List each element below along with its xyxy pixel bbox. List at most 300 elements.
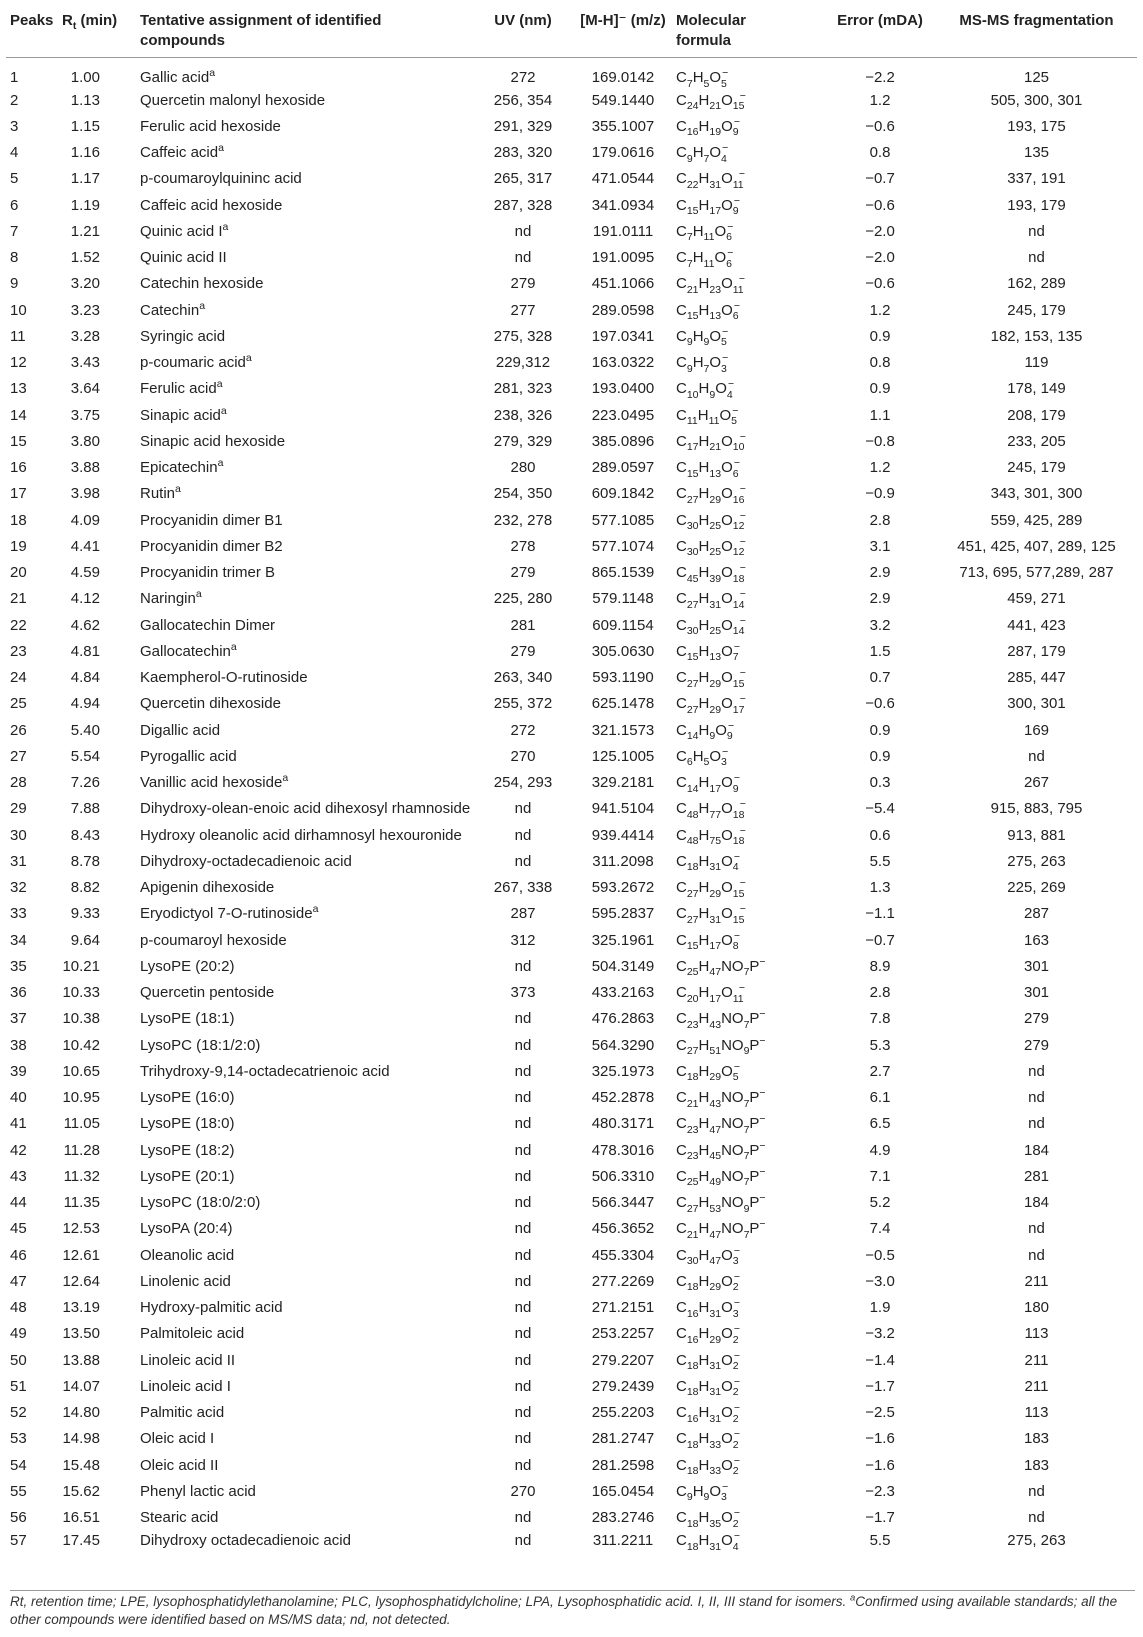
cell-fragmentation: 211 — [1024, 1351, 1049, 1369]
cell-rt: 14.98 — [62, 1430, 100, 1448]
cell-error: −0.6 — [865, 196, 895, 214]
cell-compound — [136, 1400, 472, 1426]
cell-mz: 433.2163 — [591, 984, 655, 1002]
cell-peak: 32 — [10, 879, 27, 897]
cell-compound — [136, 192, 472, 218]
table-row — [6, 533, 1137, 559]
header-formula-line2: formula — [676, 32, 732, 49]
table-row — [6, 1373, 1137, 1399]
cell-fragmentation: nd — [1028, 1115, 1045, 1133]
cell-rt: 12.61 — [62, 1246, 100, 1264]
cell-compound — [136, 297, 472, 323]
cell-peak: 49 — [10, 1325, 27, 1343]
cell-formula — [672, 1111, 824, 1137]
cell-formula — [672, 848, 824, 874]
compound-name: Palmitic acid — [140, 1404, 225, 1422]
compounds-table-container — [6, 8, 1137, 1557]
cell-fragmentation: 225, 269 — [1007, 879, 1066, 897]
molecular-formula: $C_{48}H_{75}O_{18}^-$ — [676, 824, 746, 848]
cell-uv: 275, 328 — [493, 327, 553, 345]
cell-formula — [672, 428, 824, 454]
table-row — [6, 638, 1137, 664]
cell-fragmentation: 279 — [1023, 1036, 1050, 1054]
cell-fragmentation: nd — [1028, 1062, 1045, 1080]
molecular-formula: $C_{21}H_{23}O_{11}^-$ — [676, 273, 746, 296]
table-row — [6, 691, 1137, 717]
molecular-formula: $C_{18}H_{33}O_2^-$ — [676, 1454, 740, 1478]
cell-compound — [136, 953, 472, 979]
cell-peak: 13 — [10, 380, 27, 398]
molecular-formula: $C_{25}H_{47}NO_7P^-$ — [676, 955, 766, 979]
compound-name: Gallocatechin Dimer — [140, 616, 276, 634]
table-row — [6, 1032, 1137, 1058]
compound-name: Quercetin malonyl hexoside — [140, 91, 326, 109]
cell-compound — [136, 350, 472, 376]
compound-name: Vanillic acid hexoside — [140, 774, 283, 792]
cell-fragmentation: 505, 300, 301 — [990, 91, 1083, 109]
molecular-formula: $C_{18}H_{29}O_5^-$ — [676, 1060, 740, 1084]
compound-name: Epicatechin — [140, 459, 218, 477]
header-rt-sub: t — [72, 20, 77, 32]
compound-name: Quinic acid II — [140, 249, 227, 267]
cell-compound — [136, 58, 472, 88]
table-row — [6, 192, 1137, 218]
cell-uv: 281, 323 — [493, 380, 553, 398]
cell-rt: 13.19 — [62, 1299, 100, 1317]
cell-uv: nd — [514, 1089, 532, 1107]
cell-formula — [672, 953, 824, 979]
cell-compound — [136, 1111, 472, 1137]
cell-fragmentation: 180 — [1023, 1299, 1050, 1317]
cell-compound — [136, 166, 472, 192]
cell-rt: 8.82 — [70, 879, 100, 897]
table-row — [6, 376, 1137, 402]
cell-peak: 40 — [10, 1089, 27, 1107]
cell-uv: 291, 329 — [493, 117, 553, 135]
cell-compound — [136, 638, 472, 664]
cell-error: 5.5 — [869, 852, 891, 870]
cell-mz: 253.2257 — [591, 1325, 655, 1343]
standard-marker: a — [199, 299, 206, 312]
cell-rt: 10.33 — [62, 984, 100, 1002]
cell-error: −2.0 — [865, 222, 895, 240]
cell-uv: 263, 340 — [493, 669, 553, 687]
cell-formula — [672, 481, 824, 507]
cell-rt: 4.62 — [70, 616, 100, 634]
table-row — [6, 271, 1137, 297]
cell-fragmentation: 184 — [1023, 1141, 1050, 1159]
table-row — [6, 822, 1137, 848]
cell-peak: 17 — [10, 485, 27, 503]
cell-fragmentation: 113 — [1024, 1325, 1049, 1343]
cell-rt: 1.13 — [70, 91, 100, 109]
cell-mz: 625.1478 — [591, 695, 655, 713]
cell-mz: 593.1190 — [592, 669, 654, 687]
cell-uv: 238, 326 — [493, 406, 553, 424]
cell-peak: 57 — [10, 1532, 27, 1550]
cell-error: 0.8 — [869, 144, 891, 162]
cell-mz: 549.1440 — [591, 91, 655, 109]
cell-mz: 355.1007 — [591, 117, 655, 135]
table-row — [6, 1452, 1137, 1478]
cell-uv: nd — [514, 1509, 532, 1527]
cell-uv: 270 — [510, 747, 536, 765]
cell-uv: 279, 329 — [493, 432, 553, 450]
header-fragmentation: MS-MS fragmentation — [959, 12, 1114, 29]
table-row — [6, 218, 1137, 244]
cell-peak: 25 — [10, 695, 27, 713]
molecular-formula: $C_{16}H_{19}O_9^-$ — [676, 115, 740, 139]
cell-mz: 277.2269 — [591, 1272, 655, 1290]
cell-mz: 325.1973 — [591, 1062, 655, 1080]
table-row — [6, 1400, 1137, 1426]
header-formula — [672, 8, 824, 58]
cell-error: −0.7 — [865, 170, 895, 188]
compound-name: Pyrogallic acid — [140, 747, 237, 765]
cell-mz: 311.2098 — [592, 852, 654, 870]
cell-uv: 265, 317 — [493, 170, 553, 188]
cell-peak: 33 — [10, 905, 27, 923]
molecular-formula: $C_{17}H_{21}O_{10}^-$ — [676, 430, 746, 454]
cell-compound — [136, 691, 472, 717]
cell-peak: 27 — [10, 747, 27, 765]
cell-mz: 179.0616 — [591, 144, 655, 162]
cell-formula — [672, 717, 824, 743]
cell-compound — [136, 1137, 472, 1163]
table-row — [6, 1347, 1137, 1373]
cell-fragmentation: nd — [1028, 249, 1045, 267]
cell-compound — [136, 481, 472, 507]
cell-error: 0.9 — [869, 747, 891, 765]
molecular-formula: $C_{27}H_{51}NO_9P^-$ — [676, 1034, 766, 1058]
cell-peak: 26 — [10, 721, 27, 739]
molecular-formula: $C_{18}H_{35}O_2^-$ — [676, 1507, 740, 1530]
cell-rt: 1.16 — [70, 144, 100, 162]
cell-uv: nd — [514, 957, 532, 975]
cell-rt: 11.32 — [63, 1167, 100, 1185]
molecular-formula: $C_{27}H_{29}O_{17}^-$ — [676, 693, 746, 716]
cell-peak: 28 — [10, 774, 27, 792]
cell-formula — [672, 1505, 824, 1531]
footnote-text-1: Rt, retention time; LPE, lysophosphatidylethanolamine; PLC, lysophosphatidylcholine; LPA, Lysophosphatidic acid. I, II, III stand for isomers. — [10, 1594, 850, 1609]
cell-error: 0.9 — [869, 380, 891, 398]
table-row — [6, 1190, 1137, 1216]
cell-peak: 16 — [10, 459, 27, 477]
cell-compound — [136, 1452, 472, 1478]
cell-compound — [136, 1321, 472, 1347]
cell-error: 0.9 — [869, 327, 891, 345]
cell-error: 6.5 — [869, 1115, 891, 1133]
cell-formula — [672, 455, 824, 481]
cell-rt: 1.00 — [70, 69, 100, 86]
cell-fragmentation: 183 — [1023, 1456, 1050, 1474]
cell-fragmentation: 169 — [1023, 721, 1050, 739]
cell-compound — [136, 901, 472, 927]
cell-peak: 22 — [10, 616, 27, 634]
standard-marker: a — [282, 772, 289, 785]
molecular-formula: $C_{14}H_9O_9^-$ — [676, 719, 735, 743]
compound-name: Oleic acid II — [140, 1456, 219, 1474]
cell-rt: 10.21 — [62, 957, 100, 975]
molecular-formula: $C_{18}H_{33}O_2^-$ — [676, 1428, 740, 1451]
cell-compound — [136, 980, 472, 1006]
cell-formula — [672, 507, 824, 533]
cell-rt: 12.64 — [62, 1272, 100, 1290]
compound-name: Hydroxy oleanolic acid dirhamnosyl hexouronide — [140, 826, 462, 844]
cell-formula — [672, 1006, 824, 1032]
cell-error: −1.7 — [865, 1509, 895, 1527]
cell-compound — [136, 796, 472, 822]
cell-error: −1.1 — [865, 905, 895, 923]
cell-mz: 125.1005 — [591, 747, 655, 765]
header-rt-main: R — [62, 12, 73, 29]
cell-mz: 341.0934 — [591, 196, 655, 214]
cell-mz: 566.3447 — [591, 1194, 655, 1212]
table-row — [6, 1505, 1137, 1531]
compound-name: p-coumaroylquininc acid — [140, 170, 302, 188]
cell-rt: 7.26 — [70, 774, 100, 792]
molecular-formula: $C_{27}H_{29}O_{15}^-$ — [676, 877, 746, 900]
cell-rt: 7.88 — [70, 800, 100, 818]
cell-uv: nd — [514, 1430, 532, 1448]
cell-error: 7.8 — [869, 1010, 891, 1028]
cell-formula — [672, 1478, 824, 1504]
cell-uv: 281 — [510, 616, 536, 634]
cell-fragmentation: 245, 179 — [1007, 301, 1066, 319]
cell-compound — [136, 743, 472, 769]
molecular-formula: $C_{23}H_{45}NO_7P^-$ — [676, 1139, 766, 1163]
cell-uv: 280 — [510, 459, 536, 477]
cell-formula — [672, 323, 824, 349]
cell-formula — [672, 376, 824, 402]
cell-fragmentation: 441, 423 — [1007, 616, 1066, 634]
cell-mz: 579.1148 — [592, 590, 654, 608]
cell-uv: 312 — [510, 931, 536, 949]
compound-name: Linoleic acid II — [140, 1351, 236, 1369]
cell-compound — [136, 717, 472, 743]
compound-name: Gallic acid — [140, 69, 210, 86]
cell-formula — [672, 297, 824, 323]
standard-marker: a — [220, 404, 227, 417]
cell-formula — [672, 1085, 824, 1111]
cell-rt: 14.07 — [62, 1377, 100, 1395]
cell-fragmentation: 208, 179 — [1007, 406, 1066, 424]
cell-error: 5.2 — [869, 1194, 891, 1212]
cell-fragmentation: 193, 175 — [1007, 117, 1066, 135]
cell-fragmentation: nd — [1028, 1246, 1045, 1264]
compound-name: Ferulic acid — [140, 380, 217, 398]
table-row — [6, 1216, 1137, 1242]
cell-compound — [136, 1032, 472, 1058]
cell-error: 7.1 — [869, 1167, 891, 1185]
compound-name: LysoPE (16:0) — [140, 1089, 235, 1107]
cell-error: 0.7 — [869, 669, 891, 687]
cell-error: 8.9 — [869, 957, 891, 975]
cell-error: 1.2 — [869, 301, 891, 319]
cell-uv: nd — [514, 852, 532, 870]
cell-fragmentation: 135 — [1023, 144, 1050, 162]
compound-name: LysoPE (18:1) — [140, 1010, 235, 1028]
cell-formula — [672, 1452, 824, 1478]
cell-rt: 11.35 — [63, 1194, 100, 1212]
cell-uv: nd — [514, 1456, 532, 1474]
cell-formula — [672, 218, 824, 244]
molecular-formula: $C_{15}H_{13}O_6^-$ — [676, 299, 740, 323]
cell-rt: 3.20 — [70, 275, 100, 293]
cell-mz: 941.5104 — [591, 800, 655, 818]
table-body — [6, 58, 1137, 1558]
cell-error: 2.9 — [869, 564, 891, 582]
cell-uv: 255, 372 — [493, 695, 553, 713]
cell-uv: nd — [514, 222, 532, 240]
cell-mz: 163.0322 — [591, 354, 655, 372]
cell-compound — [136, 428, 472, 454]
cell-compound — [136, 87, 472, 113]
table-row — [6, 1531, 1137, 1557]
cell-compound — [136, 323, 472, 349]
cell-compound — [136, 271, 472, 297]
molecular-formula: $C_9H_7O_3^-$ — [676, 352, 729, 375]
table-row — [6, 507, 1137, 533]
cell-formula — [672, 822, 824, 848]
standard-marker: a — [195, 588, 202, 601]
table-row — [6, 901, 1137, 927]
standard-marker: a — [218, 142, 224, 155]
cell-compound — [136, 507, 472, 533]
cell-fragmentation: 285, 447 — [1007, 669, 1066, 687]
molecular-formula: $C_{22}H_{31}O_{11}^-$ — [676, 168, 746, 191]
table-row — [6, 113, 1137, 139]
cell-fragmentation: nd — [1028, 1089, 1045, 1107]
cell-rt: 16.51 — [62, 1509, 100, 1527]
cell-fragmentation: 915, 883, 795 — [990, 800, 1083, 818]
cell-peak: 36 — [10, 984, 27, 1002]
compound-name: Caffeic acid hexoside — [140, 196, 283, 214]
cell-peak: 34 — [10, 931, 27, 949]
cell-rt: 4.81 — [70, 642, 100, 660]
cell-uv: nd — [514, 1036, 532, 1054]
table-row — [6, 455, 1137, 481]
cell-compound — [136, 1478, 472, 1504]
cell-error: 7.4 — [869, 1220, 891, 1238]
cell-compound — [136, 612, 472, 638]
compound-name: Dihydroxy octadecadienoic acid — [140, 1532, 351, 1550]
cell-error: 2.9 — [869, 590, 891, 608]
cell-error: 2.8 — [869, 511, 891, 529]
cell-uv: 287 — [510, 905, 536, 923]
cell-mz: 476.2863 — [591, 1010, 655, 1028]
cell-mz: 191.0095 — [591, 249, 655, 267]
cell-fragmentation: 343, 301, 300 — [990, 485, 1083, 503]
molecular-formula: $C_{48}H_{77}O_{18}^-$ — [676, 798, 746, 821]
cell-error: −0.6 — [865, 695, 895, 713]
cell-compound — [136, 140, 472, 166]
cell-compound — [136, 586, 472, 612]
cell-peak: 18 — [10, 511, 27, 529]
cell-formula — [672, 927, 824, 953]
standard-marker: a — [175, 483, 181, 496]
cell-error: −2.0 — [865, 249, 895, 267]
compound-name: Procyanidin trimer B — [140, 564, 276, 582]
cell-rt: 3.28 — [70, 327, 100, 345]
cell-fragmentation: 211 — [1024, 1272, 1049, 1290]
cell-error: −1.7 — [865, 1377, 895, 1395]
cell-compound — [136, 1347, 472, 1373]
cell-mz: 504.3149 — [591, 957, 655, 975]
cell-compound — [136, 1006, 472, 1032]
cell-peak: 14 — [10, 406, 27, 424]
compound-name: LysoPC (18:1/2:0) — [140, 1036, 261, 1054]
cell-formula — [672, 1137, 824, 1163]
cell-error: −3.0 — [865, 1272, 895, 1290]
cell-compound — [136, 1531, 472, 1557]
cell-formula — [672, 1268, 824, 1294]
compound-name: Caffeic acid — [140, 144, 219, 162]
cell-formula — [672, 1400, 824, 1426]
cell-fragmentation: 275, 263 — [1007, 1532, 1066, 1550]
cell-compound — [136, 927, 472, 953]
cell-fragmentation: 233, 205 — [1007, 432, 1066, 450]
compound-name: Kaempherol-O-rutinoside — [140, 669, 308, 687]
cell-fragmentation: 559, 425, 289 — [990, 511, 1083, 529]
table-row — [6, 1478, 1137, 1504]
compound-name: Digallic acid — [140, 721, 221, 739]
cell-uv: nd — [514, 1167, 532, 1185]
cell-compound — [136, 1190, 472, 1216]
cell-compound — [136, 1242, 472, 1268]
compound-name: LysoPA (20:4) — [140, 1220, 233, 1238]
cell-rt: 10.38 — [62, 1010, 100, 1028]
cell-peak: 46 — [10, 1246, 27, 1264]
cell-error: 1.2 — [869, 459, 891, 477]
table-row — [6, 323, 1137, 349]
cell-peak: 43 — [10, 1167, 27, 1185]
cell-fragmentation: nd — [1028, 1220, 1045, 1238]
compound-name: Gallocatechin — [140, 642, 231, 660]
cell-uv: 254, 293 — [493, 774, 553, 792]
molecular-formula: $C_{21}H_{47}NO_7P^-$ — [676, 1218, 766, 1241]
cell-fragmentation: 300, 301 — [1007, 695, 1066, 713]
cell-formula — [672, 1032, 824, 1058]
cell-rt: 11.28 — [63, 1141, 100, 1159]
cell-uv: 270 — [510, 1482, 536, 1500]
cell-uv: nd — [514, 1246, 532, 1264]
table-row — [6, 1085, 1137, 1111]
cell-error: 1.1 — [869, 406, 891, 424]
compound-name: LysoPC (18:0/2:0) — [140, 1194, 261, 1212]
molecular-formula: $C_{10}H_9O_4^-$ — [676, 378, 735, 401]
cell-compound — [136, 1085, 472, 1111]
cell-rt: 12.53 — [62, 1220, 100, 1238]
cell-compound — [136, 770, 472, 796]
molecular-formula: $C_{18}H_{31}O_2^-$ — [676, 1375, 740, 1399]
molecular-formula: $C_{27}H_{53}NO_9P^-$ — [676, 1192, 766, 1215]
cell-mz: 305.0630 — [591, 642, 655, 660]
cell-error: −0.7 — [865, 931, 895, 949]
compound-name: Syringic acid — [140, 327, 226, 345]
molecular-formula: $C_9H_7O_4^-$ — [676, 142, 729, 165]
cell-peak: 53 — [10, 1430, 27, 1448]
footnote-superscript: a — [849, 1592, 856, 1604]
table-row — [6, 612, 1137, 638]
molecular-formula: $C_{30}H_{25}O_{14}^-$ — [676, 614, 746, 638]
compound-name: Ferulic acid hexoside — [140, 117, 281, 135]
cell-peak: 21 — [10, 590, 27, 608]
cell-compound — [136, 376, 472, 402]
cell-error: −5.4 — [865, 800, 895, 818]
cell-formula — [672, 245, 824, 271]
cell-error: −1.6 — [865, 1430, 895, 1448]
